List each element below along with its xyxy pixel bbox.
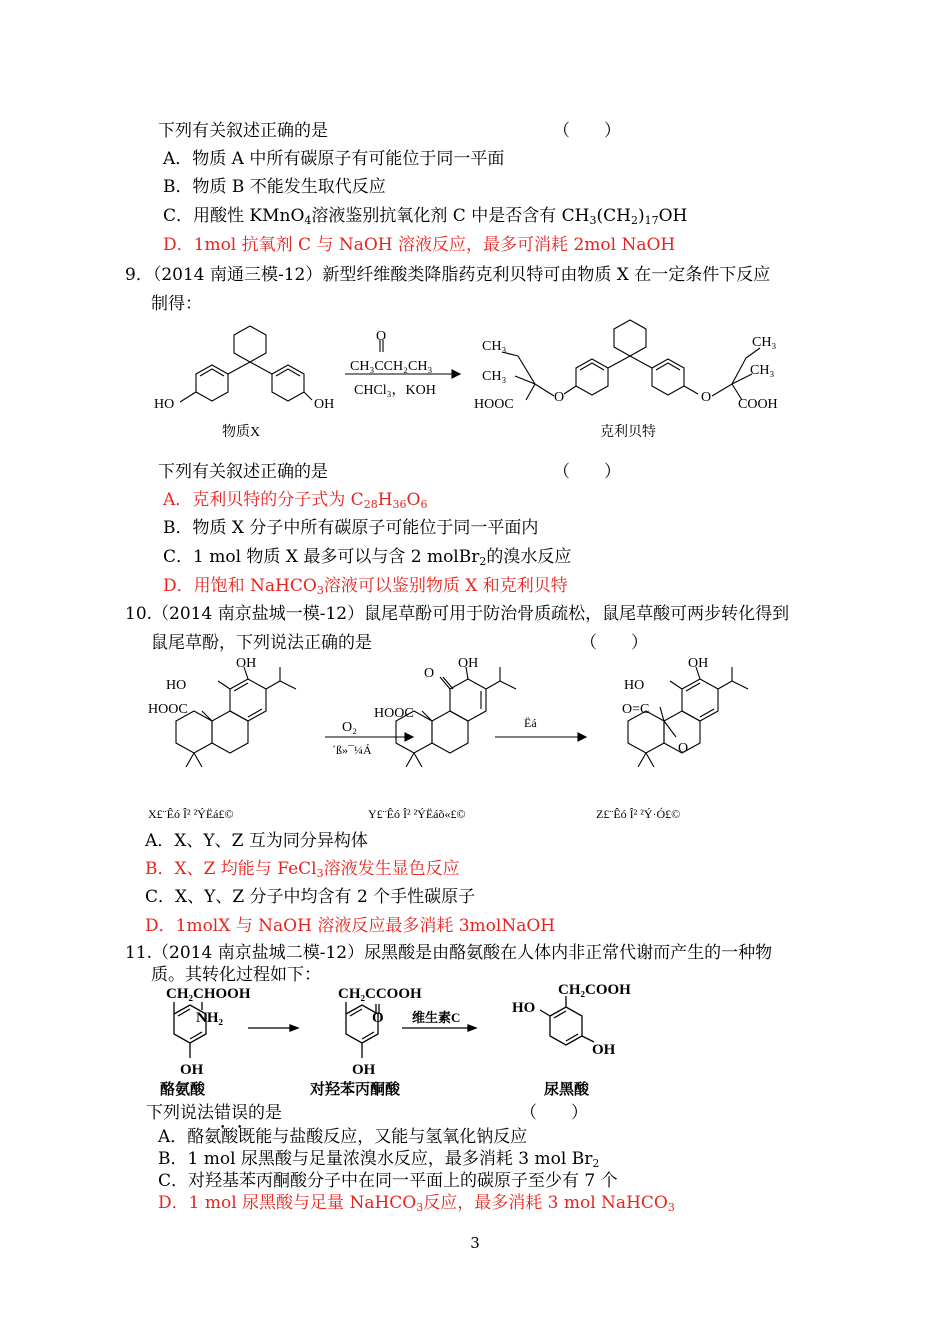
q10-answer-paren: （ ） [580, 633, 648, 653]
q10-x-hooc: HOOC [148, 702, 188, 717]
q9-ch3-4: CH₃ [750, 363, 775, 378]
q11-tyr-oh: OH [180, 1062, 204, 1078]
q10-z-o: O [678, 741, 689, 756]
q10-label-z: Z£¨Êó Î² ²Ý·Ó£© [596, 807, 681, 821]
q9-reagent-top: CH₃CCH₂CH₃ [350, 359, 433, 374]
q11-question: 下列说法错误的是 [146, 1103, 282, 1123]
q9-o-left: O [554, 390, 565, 405]
q10-option-d: D．1molX 与 NaOH 溶液反应最多消耗 3molNaOH [145, 916, 556, 936]
q10-reaction-diagram [140, 655, 800, 830]
q10-label-x: X£¨Êó Î² ²ÝËá£© [148, 807, 234, 821]
q11-option-a: A．酪氨酸既能与盐酸反应，又能与氢氧化钠反应 [158, 1127, 528, 1147]
q11-label-hga: 尿黑酸 [544, 1082, 590, 1098]
q11-option-c: C．对羟基苯丙酮酸分子中在同一平面上的碳原子至少有 7 个 [158, 1171, 618, 1191]
q11-tyr-nh2: NH₂ [196, 1010, 223, 1026]
q10-y-o: O [424, 666, 435, 681]
q10-y-oh-top: OH [458, 656, 479, 671]
q11-label-keto: 对羟苯丙酮酸 [310, 1082, 401, 1098]
q8-option-d: D．1mol 抗氧剂 C 与 NaOH 溶液反应，最多可消耗 2mol NaOH [163, 235, 676, 255]
q9-option-c: C．1 mol 物质 X 最多可以与含 2 molBr$_2$的溴水反应 [163, 547, 572, 568]
q9-x-ho-label: HO [154, 397, 175, 412]
q8-stem: 下列有关叙述正确的是 [158, 121, 328, 141]
q11-option-d: D．1 mol 尿黑酸与足量 NaHCO$_3$反应，最多消耗 3 mol NaHCO$_3$ [158, 1193, 675, 1214]
q10-x-oh-top: OH [236, 656, 257, 671]
q9-label-product: 克利贝特 [600, 425, 656, 440]
q11-hga-ho: HO [512, 1000, 536, 1016]
q9-hooc: HOOC [474, 397, 514, 412]
q11-option-b: B．1 mol 尿黑酸与足量浓溴水反应，最多消耗 3 mol $Br_2$ [158, 1149, 600, 1170]
q11-hga-chain: CH₂COOH [558, 982, 631, 998]
q9-option-a: A．克利贝特的分子式为 $C_{28}H_{36}O_6$ [163, 490, 428, 511]
q10-z-ho: HO [624, 678, 645, 693]
q11-label-tyrosine: 酪氨酸 [160, 1082, 206, 1098]
q9-answer-paren: （ ） [553, 462, 621, 482]
q10-x-ho: HO [166, 678, 187, 693]
q10-option-c: C．X、Y、Z 分子中均含有 2 个手性碳原子 [145, 887, 476, 907]
q9-option-d: D．用饱和 NaHCO$_3$溶液可以鉴别物质 X 和克利贝特 [163, 576, 568, 597]
q8-answer-paren: （ ） [553, 121, 621, 141]
q9-x-oh-label: OH [314, 397, 335, 412]
q11-reaction-diagram [140, 982, 800, 1100]
q11-stem-line2: 质。其转化过程如下： [151, 965, 321, 985]
q8-option-b: B．物质 B 不能发生取代反应 [163, 177, 386, 197]
page-number: 3 [470, 1234, 480, 1252]
q9-stem-line2: 制得： [151, 294, 202, 314]
q11-keto-o: O [372, 1010, 384, 1026]
q8-option-a: A．物质 A 中所有碳原子有可能位于同一平面 [163, 149, 505, 169]
q10-option-b: B．X、Z 均能与 FeCl$_3$溶液发生显色反应 [145, 859, 460, 880]
q10-z-oc: O=C [622, 702, 650, 717]
q11-keto-oh: OH [352, 1062, 376, 1078]
q10-y-hooc: HOOC [374, 706, 414, 721]
q10-stem-line2: 鼠尾草酚，下列说法正确的是 [151, 633, 372, 653]
q9-ch3-3: CH₃ [752, 335, 777, 350]
q9-question: 下列有关叙述正确的是 [158, 462, 328, 482]
q10-stem-line1: 10.（2014 南京盐城一模-12）鼠尾草酚可用于防治骨质疏松，鼠尾草酸可两步转化得到 [125, 604, 790, 624]
q10-label-y: Y£¨Êó Î² ²ÝËáõ«£© [368, 807, 466, 821]
q9-stem-line1: 9．（2014 南通三模-12）新型纤维酸类降脂药克利贝特可由物质 X 在一定条件下反应 [125, 265, 771, 285]
q10-z-oh-top: OH [688, 656, 709, 671]
q9-label-x: 物质X [222, 425, 261, 440]
q11-answer-paren: （ ） [520, 1103, 588, 1123]
q9-reagent-o: O [376, 329, 387, 344]
q10-arrow1-bottom: ´ß»¯¼Á [332, 743, 372, 757]
q9-cooh: COOH [738, 397, 778, 412]
q10-option-a: A．X、Y、Z 互为同分异构体 [145, 831, 368, 851]
q10-arrow2-top: Ëá [524, 716, 537, 730]
q11-tyr-chain: CH₂CHOOH [166, 986, 251, 1002]
q11-stem-line1: 11.（2014 南京盐城二模-12）尿黑酸是由酪氨酸在人体内非正常代谢而产生的一种物 [125, 943, 773, 963]
q11-keto-chain: CH₂CCOOH [338, 986, 422, 1002]
q9-o-right: O [701, 390, 712, 405]
q9-reagent-bottom: CHCl₃，KOH [354, 383, 436, 398]
q9-ch3-2: CH₃ [482, 369, 507, 384]
q9-ch3-1: CH₃ [482, 339, 507, 354]
q9-reaction-diagram [140, 312, 840, 452]
q8-option-c: C．用酸性 KMnO$_4$溶液鉴别抗氧化剂 C 中是否含有 $CH_3(CH_2)_{17}OH$ [163, 206, 688, 227]
q11-vitc-label: 维生素C [412, 1010, 461, 1025]
q11-hga-oh: OH [592, 1042, 616, 1058]
q9-option-b: B．物质 X 分子中所有碳原子可能位于同一平面内 [163, 518, 539, 538]
q10-o2-label: O₂ [342, 720, 357, 735]
